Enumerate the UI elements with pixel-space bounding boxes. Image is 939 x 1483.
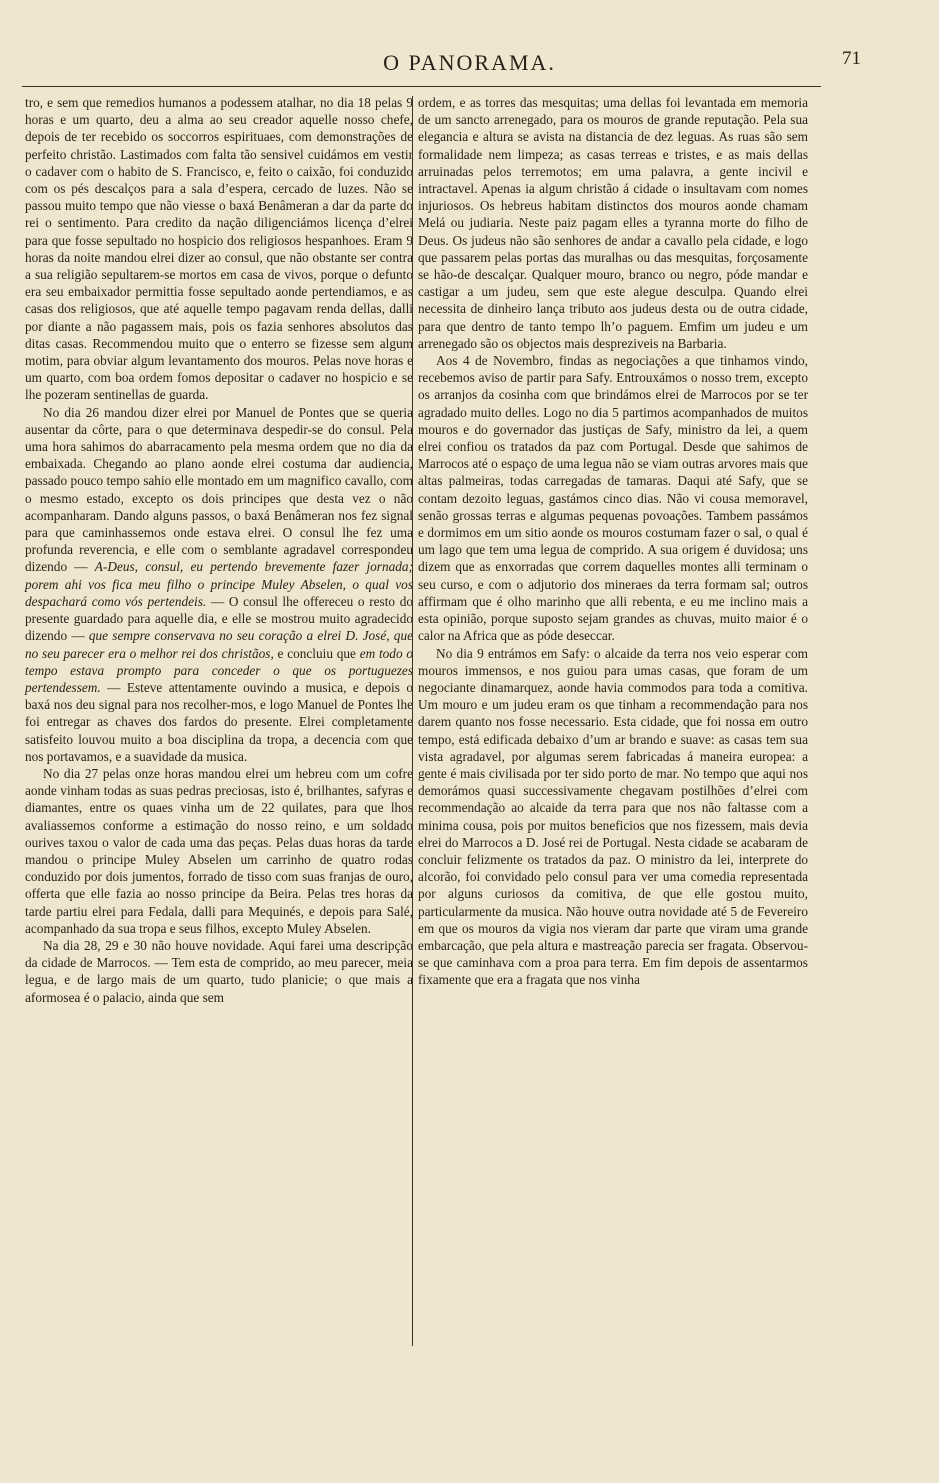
- text-run: e concluiu que: [277, 645, 356, 661]
- quote-text: que sempre conservava no seu coração a elrei D. José, que no seu parecer era o melhor rei dos christãos,: [25, 628, 414, 661]
- left-column: [25, 94, 413, 1006]
- text-run: — O consul lhe offereceu o resto do presente guardado para aquelle dia, e elle se mostrou muito agradecido dizendo —: [25, 593, 413, 644]
- paragraph: Aos 4 de Novembro, findas as negociações a que tinhamos vindo, recebemos aviso de partir para Safy. Entrouxámos o nosso trem, excepto os arranjos da cosinha com que brindámos elrei de Marrocos por se ter agradado muito delles. Logo no dia 5 partimos acompanhados de muitos mouros e do governador das justiças de Safy, ministro da lei, a quem elrei confiou os tratados da paz com Portugal. Desde que sahimos de Marrocos até o espaço de uma legua não se viam outras arvores mais que altas palmeiras, todas carregadas de tamaras. Daqui até Safy, que se contam dezoito leguas, gastámos cinco dias. Não vi cousa memoravel, senão grossas terras e algumas pequenas povoações. Tambem passámos e dormimos em um sitio aonde os mouros costumam fazer o sal, o qual é um lago que tem uma legua de comprido. A sua origem é duvidosa; uns dizem que as enxorradas que correm daquelles montes alli terminam o seu curso, e com o adjutorio dos mineraes da terra formam sal; outros affirmam que é olho marinho que alli rebenta, e eu me inclino mais a esta opinião, porque suposto sejam grandes as chuvas, muito maior é o calor na Africa que as póde deseccar.: [418, 353, 808, 644]
- page-header: [20, 48, 919, 80]
- header-rule: [22, 86, 821, 87]
- text-run: No dia 26 mandou dizer elrei por Manuel de Pontes que se queria ausentar da côrte, para o que determinava despedir-se do consul. Pela uma hora sahimos do abarracamento pela mesma ordem que no dia da embaixada. Chegando ao plano aonde elrei costuma dar audiencia, passado pouco tempo sahio elle montado em um magnifico cavallo, com o mesmo estado, excepto os dois principes que desta vez o não acompanharam. Dando alguns passos, o baxá Benâmeran nos fez signal para que caminhassemos onde estava elrei. O consul lhe fez uma profunda reverencia, e elle com o semblante agradavel correspondeu dizendo —: [25, 404, 413, 575]
- column-divider: [412, 96, 413, 1346]
- paragraph: tro, e sem que remedios humanos a podessem atalhar, no dia 18 pelas 9 horas e um quarto, deu a alma ao seu creador aquelle nosso chefe, depois de ter recebido os soccorros espirituaes, com demonstrações de perfeito christão. Lastimados com falta tão sensivel cuidámos em vestir o cadaver com o habito de S. Francisco, e, feito o caixão, foi conduzido com os pés descalços para a sala d’espera, cercado de luzes. Não se passou muito tempo que não viesse o baxá Benâmeran a dar da parte do rei o sentimento. Para credito da nação diligenciámos licença d’elrei para que fosse sepultado no hospicio dos religiosos hespanhoes. Eram 9 horas da noite mandou elrei dizer ao consul, que não obstante ser contra a sua religião sepultarem-se mortos em casa de vivos, porque o defunto era seu embaixador permittia fosse sepultado aonde pertendiamos, e as casas dos religiosos, que até aquelle tempo pagavam renda dellas, dalli por diante a não pagassem mais, pois os fazia senhores absolutos das ditas casas. Recommendou muito que o enterro se fizesse sem algum motim, para obviar algum levantamento dos mouros. Pelas nove horas e um quarto, com boa ordem fomos depositar o cadaver no hospicio e se lhe pozeram sentinellas de guarda.: [25, 95, 413, 403]
- quote-text: em todo o tempo estava prompto para conceder o que os portuguezes pertendessem.: [25, 645, 413, 695]
- paragraph: No dia 27 pelas onze horas mandou elrei um hebreu com um cofre aonde vinham todas as suas pedras preciosas, isto é, brilhantes, safyras e diamantes, entre os quaes vinha um de 22 quilates, para que lhos avaliassemos conforme a estimação do nosso reino, e um soldado ourives taxou o valor de cada uma das peças. Pelas duas horas da tarde mandou o principe Muley Abselen um carrinho de quatro rodas conduzido por dois jumentos, forrado de tisso com suas franjas de ouro, offerta que elle fazia ao nosso principe da Beira. Pelas tres horas da tarde partiu elrei para Fedala, dalli para Mequinés, e depois para Salé, acompanhado da sua tropa e seus filhos, excepto Muley Abselen.: [25, 765, 413, 936]
- page-title: O PANORAMA.: [383, 50, 556, 75]
- text-run: — Esteve attentamente ouvindo a musica, e depois o baxá nos deu signal para nos recolher-mos, e logo Manuel de Pontes lhe foi entregar as chaves dos fardos do presente. Elrei completamente satisfeito louvou muito a boa disciplina da tropa, a decencia com que nos portavamos, e a suavidade da musica.: [25, 679, 413, 764]
- page-number: 71: [842, 48, 861, 69]
- paragraph: ordem, e as torres das mesquitas; uma dellas foi levantada em memoria de um sancto arrenegado, para os mouros de grande reputação. Pela sua elegancia e altura se avista na distancia de dez leguas. As ruas são sem formalidade nem limpeza; as casas terreas e tristes, e as mais dellas arruinadas pelos terremotos; em uma palavra, a gente incivil e intractavel. Apenas ia algum christão á cidade o insultavam com nomes injuriosos. Os hebreus habitam distinctos dos mouros aonde chamam Melá ou judiaria. Neste paiz pagam elles a tyranna morte do filho de Deus. Os judeus não são senhores de andar a cavallo pela cidade, e logo que passarem pelas portas das muralhas ou das mesquitas, forçosamente se hão-de descalçar. Qualquer mouro, branco ou negro, póde mandar e castigar a um judeu, sem que este alegue desculpa. Quando elrei necessita de dinheiro lança tributo aos judeus desta ou de outra cidade, para que dentro de tanto tempo lh’o paguem. Emfim um judeu e um arrenegado são os objectos mais despreziveis na Barbaria.: [418, 95, 808, 351]
- paragraph: Na dia 28, 29 e 30 não houve novidade. Aqui farei uma descripção da cidade de Marrocos. — Tem esta de comprido, ao meu parecer, meia legua, e de largo mais de um quarto, tudo planicie; o que mais a aformosea é o palacio, ainda que sem: [25, 937, 413, 1005]
- paragraph: No dia 9 entrámos em Safy: o alcaide da terra nos veio esperar com mouros immensos, e nos guiou para umas casas, que foram de um negociante dinamarquez, aonde havia commodos para toda a comitiva. Um mouro e um judeu eram os que tinham a recommendação para nos darem quanto nos fosse necessario. Esta cidade, que foi nossa em outro tempo, está edificada debaixo d’um ar brando e suave: as casas tem sua vista agradavel, por algumas serem fabricadas á maneira europea: a gente é mais civilisada por ter sido porto de mar. No tempo que aqui nos demorámos quasi successivamente chegavam postilhões d’elrei com recommendação ao alcaide da terra para que nos não faltasse com a minima cousa, pois por muitos beneficios que nos fizessem, mais devia elrei do Marrocos a D. José rei de Portugal. Nesta cidade se acabaram de concluir felizmente os tratados da paz. O ministro da lei, interprete do alcorão, foi convidado pelo consul para ver uma comedia representada por alguns curiosos da comitiva, de que elle gostou muito, particularmente da musica. Não houve outra novidade até 5 de Fevereiro em que os mouros da vigia nos vieram dar parte que viram uma grande embarcação, que pela altura e mastreação parecia ser fragata. Observou-se que caminhava com a proa para terra. Em fim depois de assentarmos fixamente que era a fragata que nos vinha: [418, 645, 808, 988]
- paragraph: [25, 404, 413, 765]
- right-column: [418, 94, 808, 989]
- quote-text: A-Deus, consul, eu pertendo brevemente fazer jornada; porem ahi vos fica meu filho o principe Muley Abselen, o qual vos despachará como vós pertendeis.: [25, 559, 413, 609]
